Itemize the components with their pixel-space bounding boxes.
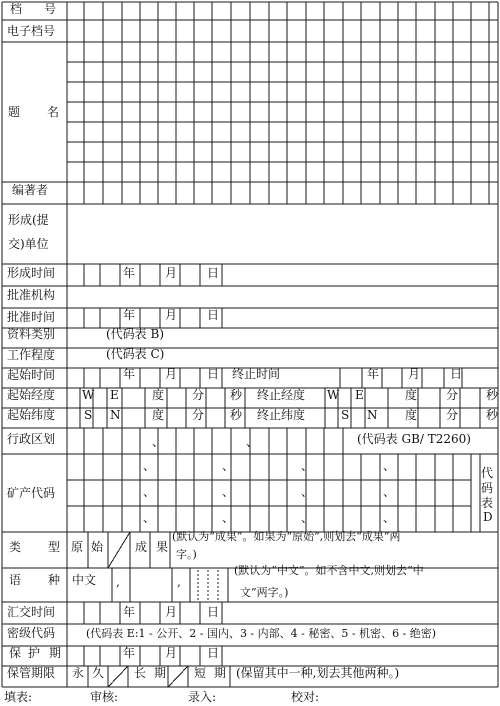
work-level-label: 工作程度 (7, 348, 56, 362)
keep-short-2: 期 (214, 666, 227, 680)
mine-code-dun-9: 、 (222, 511, 235, 525)
grid-line-231 (168, 666, 188, 687)
start-lat-second: 秒 (230, 408, 243, 422)
lang-comma-1: , (116, 575, 120, 589)
start-time-month: 月 (165, 367, 178, 381)
protect-label-3: 期 (49, 646, 62, 660)
mine-code-dun-6: 、 (301, 485, 314, 499)
approve-time-year: 年 (123, 308, 136, 322)
title-label-2: 名 (47, 105, 60, 119)
archive-no-label-1: 档 (10, 2, 23, 16)
end-lon-second: 秒 (486, 388, 499, 402)
mine-code-label: 矿产代码 (7, 486, 56, 500)
start-lon-second: 秒 (230, 388, 243, 402)
lang-chinese: 中文 (72, 573, 97, 587)
mine-code-dun-1: 、 (222, 459, 235, 473)
secret-code-note: (代码表 E:1 - 公开、2 - 国内、3 - 内部、4 - 秘密、5 - 机密、6 - 绝密) (86, 627, 437, 640)
start-lon-minute: 分 (192, 388, 205, 402)
grid-line-230 (108, 666, 128, 687)
end-time-day: 日 (450, 367, 463, 381)
end-lon-degree: 度 (405, 388, 418, 402)
mine-code-dun-4: 、 (143, 485, 156, 499)
footer-entry: 录入: (188, 690, 217, 704)
keep-long-1: 长 (134, 666, 147, 680)
lang-note-line-1: (默认为“中文”。如不含中文,则划去“中 (234, 564, 424, 577)
mine-code-dun-8: 、 (143, 511, 156, 525)
type-original-2: 始 (91, 540, 104, 554)
keep-short-1: 短 (194, 666, 207, 680)
start-lon-E: E (110, 388, 119, 402)
end-lon-W: W (327, 388, 340, 402)
end-time-month: 月 (408, 367, 421, 381)
keep-long-2: 期 (154, 666, 167, 680)
e-archive-no-label: 电子档号 (7, 24, 56, 38)
end-lat-label: 终止纬度 (257, 408, 306, 422)
type-label-1: 类 (9, 540, 22, 554)
mine-code-dun-3: 、 (383, 459, 396, 473)
archive-no-label-2: 号 (44, 2, 57, 16)
start-lat-degree: 度 (152, 408, 165, 422)
work-level-note: (代码表 C) (106, 347, 165, 361)
form-time-month: 月 (165, 266, 178, 280)
end-lat-degree: 度 (405, 408, 418, 422)
mine-code-dun-7: 、 (383, 485, 396, 499)
unit-label-1: 形成(提 (8, 213, 49, 227)
form-time-label: 形成时间 (7, 266, 56, 280)
mine-code-dun-2: 、 (301, 459, 314, 473)
start-time-day: 日 (207, 367, 220, 381)
type-note-line-1: (默认为“成果”。如果为“原始”,则划去“成果”两 (172, 530, 401, 543)
secret-code-label: 密级代码 (7, 626, 56, 640)
mine-code-dun-10: 、 (301, 511, 314, 525)
type-result-1: 成 (135, 540, 148, 554)
footer-reviewer: 审核: (90, 690, 119, 704)
form-time-day: 日 (207, 266, 220, 280)
lang-label-2: 种 (48, 573, 61, 587)
lang-comma-2: , (177, 575, 181, 589)
lang-label-1: 语 (9, 573, 22, 587)
start-lat-label: 起始纬度 (7, 408, 56, 422)
submit-time-month: 月 (165, 605, 178, 619)
end-lon-minute: 分 (446, 388, 459, 402)
end-time-year: 年 (367, 367, 380, 381)
data-type-note: (代码表 B) (106, 327, 164, 341)
protect-label-1: 保 (9, 646, 22, 660)
start-lat-N: N (110, 408, 121, 422)
form-time-year: 年 (123, 266, 136, 280)
approve-time-day: 日 (207, 308, 220, 322)
end-lon-label: 终止经度 (257, 388, 306, 402)
end-lon-E: E (355, 388, 364, 402)
keep-period-note: (保留其中一种,划去其他两种。) (236, 666, 400, 680)
type-original-1: 原 (71, 540, 84, 554)
approve-org-label: 批准机构 (7, 288, 56, 302)
footer-proof: 校对: (291, 690, 320, 704)
start-lon-label: 起始经度 (7, 388, 56, 402)
end-lat-N: N (367, 408, 378, 422)
end-lat-S: S (341, 408, 350, 422)
start-time-label: 起始时间 (7, 368, 56, 382)
type-label-2: 型 (48, 540, 61, 554)
submit-time-day: 日 (207, 605, 220, 619)
end-lat-second: 秒 (486, 408, 499, 422)
mine-code-dun-11: 、 (383, 511, 396, 525)
title-label-1: 题 (8, 105, 21, 119)
lang-note-line-2: 文”两字。) (240, 586, 289, 599)
mine-code-dun-0: 、 (143, 459, 156, 473)
data-type-label: 资料类别 (7, 327, 56, 341)
admin-dun-2: 、 (246, 435, 259, 449)
protect-day: 日 (207, 646, 220, 660)
mine-code-dun-5: 、 (222, 485, 235, 499)
protect-month: 月 (165, 646, 178, 660)
admin-div-label: 行政区划 (7, 432, 56, 446)
submit-time-year: 年 (123, 605, 136, 619)
start-lat-minute: 分 (192, 408, 205, 422)
mine-code-note-2: 码 (481, 481, 494, 495)
end-time-label: 终止时间 (232, 367, 281, 381)
protect-label-2: 护 (28, 646, 41, 660)
grid-line-214 (108, 532, 130, 568)
type-note-line-2: 字。) (176, 548, 197, 561)
keep-period-label: 保管期限 (7, 666, 56, 680)
unit-label-2: 交)单位 (8, 237, 49, 251)
submit-time-label: 汇交时间 (7, 605, 56, 619)
start-lat-S: S (84, 408, 93, 422)
mine-code-note-4: D (483, 510, 493, 524)
start-time-year: 年 (123, 367, 136, 381)
keep-perm-2: 久 (92, 666, 105, 680)
end-lat-minute: 分 (446, 408, 459, 422)
approve-time-label: 批准时间 (7, 310, 56, 324)
start-lon-W: W (82, 388, 95, 402)
start-lon-degree: 度 (152, 388, 165, 402)
mine-code-note-1: 代 (481, 466, 494, 480)
protect-year: 年 (123, 646, 136, 660)
keep-perm-1: 永 (72, 666, 85, 680)
approve-time-month: 月 (165, 308, 178, 322)
admin-div-note: (代码表 GB/ T2260) (357, 432, 471, 446)
admin-dun-1: 、 (152, 435, 165, 449)
author-label: 编著者 (12, 183, 49, 197)
type-result-2: 果 (156, 540, 169, 554)
mine-code-note-3: 表 (481, 496, 494, 510)
footer-filler: 填表: (4, 690, 33, 704)
